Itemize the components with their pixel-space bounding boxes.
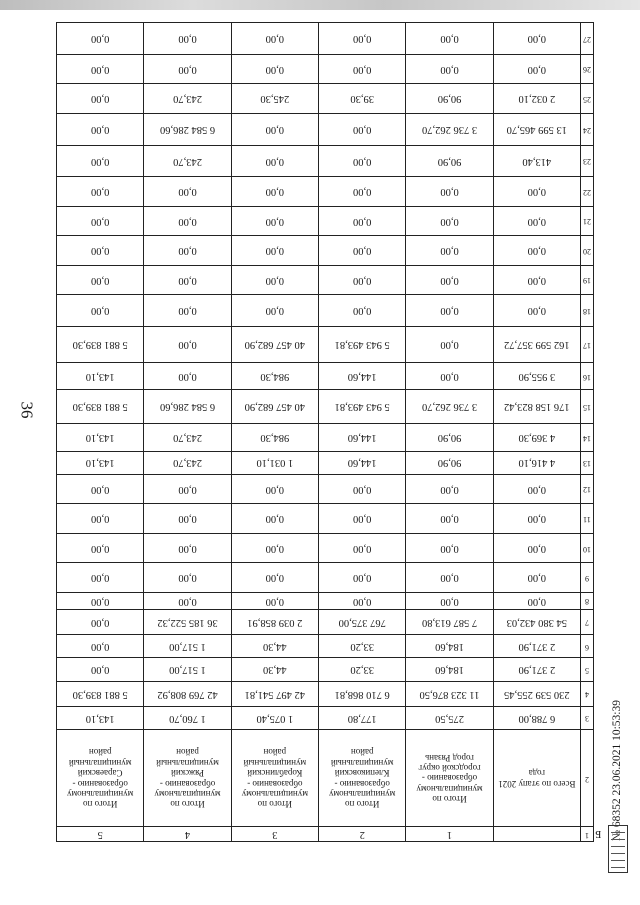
table-cell: 90,90 [406,451,493,474]
column-number: 22 [581,177,594,207]
table-row [57,504,594,534]
table-cell: 5 881 839,30 [57,327,144,363]
table-cell: 0,00 [319,236,406,266]
column-number: 4 [581,681,594,706]
table-cell: 13 599 465,70 [493,113,580,145]
table-cell: 0,00 [231,592,318,609]
table-cell: 0,00 [57,84,144,114]
table-cell: 0,00 [231,113,318,145]
table-cell: 0,00 [493,206,580,236]
stamp-text: № 68352 23.06.2021 10:53:39 [611,700,623,841]
table-row [57,362,594,389]
table-cell: 0,00 [57,592,144,609]
table-cell: 0,00 [57,265,144,295]
table-cell: 0,00 [493,54,580,84]
table-cell: 0,00 [144,362,231,389]
column-number: 24 [581,113,594,145]
table-cell: 2 032,10 [493,84,580,114]
table-cell: 0,00 [57,658,144,681]
column-number: 2 [581,730,594,827]
table-cell: 36 185 522,32 [144,609,231,634]
table-cell: 767 375,00 [319,609,406,634]
table-cell: 144,60 [319,362,406,389]
table-cell: 6 788,00 [493,706,580,729]
column-number: 6 [581,635,594,658]
row-name: Итого по муниципальному образованию - Кораблинский муниципальный район [231,730,318,827]
table-cell: 7 587 613,80 [406,609,493,634]
table-cell: 6 584 286,60 [144,390,231,424]
table-cell: 0,00 [493,563,580,593]
table-row [57,592,594,609]
table-cell: 3 736 262,70 [406,113,493,145]
column-number: 3 [581,706,594,729]
table-cell: 2 371,90 [493,635,580,658]
table-cell: 0,00 [406,362,493,389]
data-table [56,22,594,842]
row-index [493,827,580,842]
table-cell: 4 369,30 [493,424,580,451]
table-cell: 44,30 [231,658,318,681]
table-row [57,533,594,563]
table-body [56,22,594,842]
table-cell: 0,00 [57,609,144,634]
table-cell: 0,00 [57,206,144,236]
table-cell: 143,10 [57,451,144,474]
table-cell: 0,00 [406,563,493,593]
table-cell: 275,50 [406,706,493,729]
table-cell: 0,00 [319,206,406,236]
table-cell: 0,00 [406,533,493,563]
table-cell: 0,00 [406,54,493,84]
row-index: 3 [231,827,318,842]
table-cell: 0,00 [57,145,144,177]
column-number: 9 [581,563,594,593]
table-cell: 0,00 [57,533,144,563]
row-name: Итого по муниципальному образованию - городской округ город Рязань [406,730,493,827]
table-cell: 0,00 [231,177,318,207]
table-row [57,206,594,236]
table-cell: 0,00 [319,295,406,327]
column-number: 5 [581,658,594,681]
table-cell: 4 416,10 [493,451,580,474]
table-row [57,265,594,295]
table-cell: 0,00 [406,265,493,295]
table-cell: 0,00 [493,23,580,55]
column-number: 27 [581,23,594,55]
stamp-barcode [608,825,628,873]
table-row [57,681,594,706]
column-number: 8 [581,592,594,609]
table-row [57,424,594,451]
table-cell: 0,00 [231,533,318,563]
table-cell: 3 736 262,70 [406,390,493,424]
row-name: Итого по муниципальному образованию - Клепиковский муниципальный район [319,730,406,827]
table-cell: 143,10 [57,706,144,729]
table-cell: 0,00 [406,206,493,236]
table-row [57,474,594,504]
table-cell: 0,00 [57,23,144,55]
row-name: Всего по этапу 2021 года [493,730,580,827]
table-cell: 0,00 [144,23,231,55]
table-cell: 0,00 [319,23,406,55]
table-cell: 0,00 [144,236,231,266]
table-cell: 0,00 [144,327,231,363]
table-cell: 40 457 682,90 [231,390,318,424]
table-cell: 0,00 [319,592,406,609]
table-cell: 5 943 493,81 [319,390,406,424]
table-cell: 0,00 [406,236,493,266]
column-number: 25 [581,84,594,114]
column-number: 18 [581,295,594,327]
table-row [57,451,594,474]
table-cell: 0,00 [144,474,231,504]
table-cell: 243,70 [144,451,231,474]
column-number: 13 [581,451,594,474]
table-cell: 0,00 [319,113,406,145]
column-number: 11 [581,504,594,534]
table-cell: 984,30 [231,362,318,389]
table-cell: 984,30 [231,424,318,451]
table-cell: 0,00 [406,295,493,327]
table-cell: 0,00 [493,236,580,266]
row-index: 1 [406,827,493,842]
table-cell: 42 497 541,81 [231,681,318,706]
column-number: 16 [581,362,594,389]
table-cell: 0,00 [57,113,144,145]
table-cell: 0,00 [231,23,318,55]
table-cell: 0,00 [319,563,406,593]
table-cell: 0,00 [406,592,493,609]
table-cell: 0,00 [406,504,493,534]
table-cell: 33,20 [319,635,406,658]
table-row [57,113,594,145]
row-index: 5 [57,827,144,842]
corner-mark: Б [595,828,602,840]
table-cell: 0,00 [319,474,406,504]
table-row [57,658,594,681]
table-cell: 176 158 823,42 [493,390,580,424]
column-number: 23 [581,145,594,177]
table-cell: 143,10 [57,424,144,451]
scan-edge [0,0,640,10]
table-cell: 0,00 [57,504,144,534]
table-cell: 0,00 [57,295,144,327]
table-row [57,827,594,842]
column-number: 12 [581,474,594,504]
table-row [57,390,594,424]
table-cell: 0,00 [231,145,318,177]
table-cell: 0,00 [144,177,231,207]
table-cell: 0,00 [406,474,493,504]
table-cell: 0,00 [231,504,318,534]
table-row [57,54,594,84]
table-cell: 0,00 [144,504,231,534]
table-cell: 90,90 [406,84,493,114]
table-cell: 90,90 [406,424,493,451]
table-cell: 1 517,00 [144,658,231,681]
table-cell: 0,00 [144,206,231,236]
column-number: 15 [581,390,594,424]
table-row [57,295,594,327]
table-cell: 5 881 839,30 [57,681,144,706]
table-row [57,609,594,634]
table-cell: 144,60 [319,424,406,451]
column-number: 21 [581,206,594,236]
row-index: 2 [319,827,406,842]
table-cell: 0,00 [493,265,580,295]
table-cell: 6 584 286,60 [144,113,231,145]
table-cell: 243,70 [144,145,231,177]
table-cell: 0,00 [144,592,231,609]
table-cell: 42 769 808,92 [144,681,231,706]
table-cell: 0,00 [493,177,580,207]
table-cell: 0,00 [231,206,318,236]
row-name: Итого по муниципальному образованию - Ряжский муниципальный район [144,730,231,827]
table-cell: 0,00 [144,54,231,84]
table-row [57,236,594,266]
table-cell: 184,60 [406,635,493,658]
table-cell: 1 517,00 [144,635,231,658]
table-cell: 0,00 [493,533,580,563]
table-row [57,706,594,729]
row-name: Итого по муниципальному образованию - Сараевский муниципальный район [57,730,144,827]
table-cell: 0,00 [144,563,231,593]
column-number: 26 [581,54,594,84]
table-row [57,730,594,827]
column-number: 10 [581,533,594,563]
table-row [57,145,594,177]
table-cell: 0,00 [57,236,144,266]
table-cell: 54 380 432,03 [493,609,580,634]
table-row [57,84,594,114]
table-cell: 44,30 [231,635,318,658]
row-index: 4 [144,827,231,842]
table-cell: 177,80 [319,706,406,729]
table-cell: 0,00 [144,295,231,327]
table-cell: 5 943 493,81 [319,327,406,363]
column-number: 14 [581,424,594,451]
table-cell: 0,00 [319,533,406,563]
table-cell: 0,00 [57,474,144,504]
table-cell: 0,00 [57,177,144,207]
table-cell: 5 881 839,30 [57,390,144,424]
column-number: 20 [581,236,594,266]
table-cell: 0,00 [231,295,318,327]
table-cell: 243,70 [144,424,231,451]
table-cell: 0,00 [493,504,580,534]
table-cell: 0,00 [57,635,144,658]
table-cell: 0,00 [319,145,406,177]
table-cell: 413,40 [493,145,580,177]
table-cell: 0,00 [144,533,231,563]
table-cell: 162 599 357,72 [493,327,580,363]
table-cell: 3 955,90 [493,362,580,389]
table-cell: 1 760,70 [144,706,231,729]
table-cell: 0,00 [406,177,493,207]
table-cell: 0,00 [144,265,231,295]
table-cell: 2 371,90 [493,658,580,681]
table-cell: 1 031,10 [231,451,318,474]
table-cell: 0,00 [231,54,318,84]
table-row [57,23,594,55]
column-number: 7 [581,609,594,634]
page-number: 36 [17,401,37,419]
table-cell: 39,30 [319,84,406,114]
table-cell: 243,70 [144,84,231,114]
table-cell: 90,90 [406,145,493,177]
table-cell: 0,00 [57,54,144,84]
table-row [57,177,594,207]
column-number: 1 [581,827,594,842]
table-cell: 0,00 [57,563,144,593]
table-cell: 11 323 876,50 [406,681,493,706]
table-cell: 0,00 [406,23,493,55]
table-cell: 245,30 [231,84,318,114]
table-cell: 184,60 [406,658,493,681]
table-cell: 0,00 [493,592,580,609]
table-cell: 0,00 [231,474,318,504]
table-cell: 0,00 [319,265,406,295]
table-cell: 144,60 [319,451,406,474]
table-cell: 230 539 255,45 [493,681,580,706]
table-cell: 6 710 868,81 [319,681,406,706]
table-row [57,327,594,363]
table-cell: 0,00 [231,265,318,295]
column-number: 19 [581,265,594,295]
table-cell: 2 039 858,91 [231,609,318,634]
column-number: 17 [581,327,594,363]
table-cell: 0,00 [319,177,406,207]
table-cell: 0,00 [319,54,406,84]
table-row [57,635,594,658]
table-cell: 40 457 682,90 [231,327,318,363]
table-cell: 0,00 [406,327,493,363]
table-cell: 33,20 [319,658,406,681]
table-cell: 0,00 [493,295,580,327]
table-cell: 0,00 [493,474,580,504]
table-cell: 0,00 [319,504,406,534]
table-row [57,563,594,593]
table-cell: 0,00 [231,563,318,593]
table-cell: 0,00 [231,236,318,266]
table-cell: 1 075,40 [231,706,318,729]
table-cell: 143,10 [57,362,144,389]
registration-stamp [603,585,633,875]
